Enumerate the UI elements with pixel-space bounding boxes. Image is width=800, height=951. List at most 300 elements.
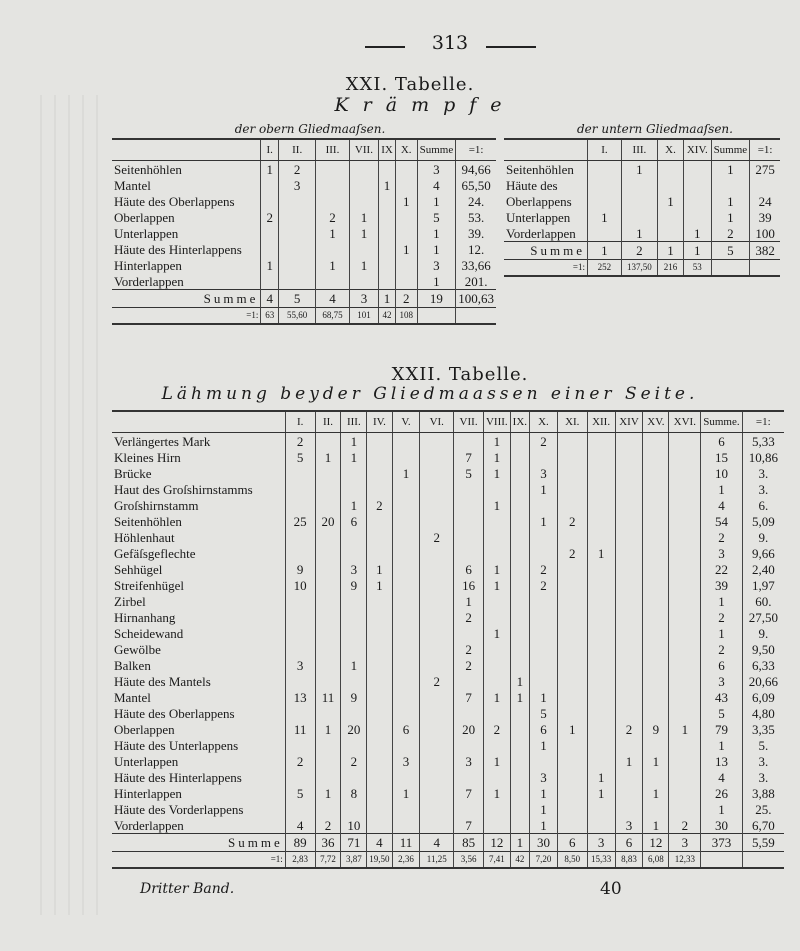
table22-header-row bbox=[112, 411, 784, 433]
table22-cell bbox=[587, 801, 615, 817]
table22-cell bbox=[341, 705, 367, 721]
table21-left-cell: 1 bbox=[349, 225, 379, 241]
table21-left-cell: 94,66 bbox=[456, 161, 496, 178]
table22-cell: 2 bbox=[341, 753, 367, 769]
table22-cell: 2 bbox=[315, 817, 341, 834]
table22-cell: 1 bbox=[483, 577, 510, 593]
table22-cell: 2 bbox=[530, 433, 558, 450]
table22-cell bbox=[285, 737, 315, 753]
table22-cell bbox=[454, 513, 484, 529]
table22-cell bbox=[315, 737, 341, 753]
table22-cell bbox=[392, 737, 420, 753]
table22-cell bbox=[420, 785, 454, 801]
table21-left-cell bbox=[316, 193, 349, 209]
table22-row-label: Zirbel bbox=[114, 593, 146, 609]
table22-cell: 5 bbox=[701, 705, 742, 721]
table21-right bbox=[504, 138, 780, 277]
table22-cell bbox=[483, 641, 510, 657]
table22-cell bbox=[367, 449, 392, 465]
table22-row-label: Streifenhügel bbox=[114, 577, 185, 593]
table22-cell bbox=[669, 625, 701, 641]
table22-cell: 1 bbox=[615, 753, 643, 769]
table22-row bbox=[112, 817, 784, 834]
table22-cell bbox=[669, 465, 701, 481]
table22-cell bbox=[615, 609, 643, 625]
table22-cell bbox=[315, 545, 341, 561]
table22-cell bbox=[643, 657, 669, 673]
table21-left-sum-row bbox=[112, 290, 496, 308]
table22-cell: 2 bbox=[557, 513, 587, 529]
table22-cell: 1 bbox=[315, 721, 341, 737]
table22-cell bbox=[557, 529, 587, 545]
table22-cell: 3 bbox=[530, 465, 558, 481]
table22-cell bbox=[315, 753, 341, 769]
table22-cell bbox=[643, 593, 669, 609]
table21-left-row bbox=[112, 257, 496, 273]
table22-cell bbox=[669, 673, 701, 689]
table21-title: XXI. Tabelle. bbox=[345, 74, 475, 95]
table22-cell: 2 bbox=[285, 433, 315, 450]
table22-cell: 27,50 bbox=[742, 609, 784, 625]
table22-cell bbox=[643, 449, 669, 465]
table22-cell bbox=[420, 689, 454, 705]
table21-left-header-cell: III. bbox=[316, 139, 349, 161]
table22-row-label: Kleines Hirn bbox=[114, 449, 181, 465]
table22-cell: 1,97 bbox=[742, 577, 784, 593]
table22-cell bbox=[420, 465, 454, 481]
table21-right-ratio-cell: =1: bbox=[504, 260, 587, 277]
table21-left-cell: 33,66 bbox=[456, 257, 496, 273]
page-header bbox=[0, 32, 800, 56]
table21-left-cell: 1 bbox=[417, 241, 456, 257]
table22-cell bbox=[420, 513, 454, 529]
table22-cell bbox=[510, 577, 529, 593]
table22-cell bbox=[587, 529, 615, 545]
table21-left-cell: 2 bbox=[316, 209, 349, 225]
table22-cell: 1 bbox=[530, 481, 558, 497]
table22-row-label: Mantel bbox=[114, 689, 151, 705]
table22-header-cell: VI. bbox=[420, 411, 454, 433]
table21-left-row bbox=[112, 273, 496, 290]
table22-cell: 1 bbox=[530, 817, 558, 834]
table21-left-sum-cell: 100,63 bbox=[456, 290, 496, 308]
table22-cell bbox=[367, 465, 392, 481]
table22-cell bbox=[669, 529, 701, 545]
table22-cell bbox=[587, 433, 615, 450]
table21-right-cell bbox=[587, 161, 621, 178]
table22-ratio-cell: 8,50 bbox=[557, 852, 587, 869]
table22-cell bbox=[392, 689, 420, 705]
table22-cell bbox=[315, 433, 341, 450]
table22-cell: 1 bbox=[530, 737, 558, 753]
table22-cell: 43 bbox=[701, 689, 742, 705]
table22-cell: 16 bbox=[454, 577, 484, 593]
table22-cell bbox=[557, 609, 587, 625]
table22-cell bbox=[483, 545, 510, 561]
table21-left-cell: 1 bbox=[417, 193, 456, 209]
table22-header-cell: =1: bbox=[742, 411, 784, 433]
table22-cell: 7 bbox=[454, 817, 484, 834]
table22-cell: 60. bbox=[742, 593, 784, 609]
table21-right-section-label: der untern Gliedmaaſsen. bbox=[577, 122, 733, 136]
table22-header-cell: XIV bbox=[615, 411, 643, 433]
table21-left-header-cell: VII. bbox=[349, 139, 379, 161]
table22-cell bbox=[615, 801, 643, 817]
table22-row-label: Häute des Mantels bbox=[114, 673, 211, 689]
table22-cell: 3 bbox=[341, 561, 367, 577]
table22-cell: 8 bbox=[341, 785, 367, 801]
table22-cell: 10,86 bbox=[742, 449, 784, 465]
table22-cell: 13 bbox=[285, 689, 315, 705]
table22-cell: 1 bbox=[454, 593, 484, 609]
table22-cell bbox=[392, 769, 420, 785]
table22-sum-cell: 373 bbox=[701, 834, 742, 852]
table22-cell: 1 bbox=[341, 497, 367, 513]
table22-row-label: Hinterlappen bbox=[114, 785, 182, 801]
table22-cell bbox=[454, 545, 484, 561]
table22-cell bbox=[615, 449, 643, 465]
table21-right-cell: 1 bbox=[587, 209, 621, 225]
table21-left-section-label: der obern Gliedmaaſsen. bbox=[234, 122, 386, 136]
table22-sum-cell: 36 bbox=[315, 834, 341, 852]
table21-left-sum-cell: 5 bbox=[279, 290, 316, 308]
table22-cell bbox=[367, 785, 392, 801]
table21-right-cell bbox=[658, 209, 684, 225]
table21-left-cell: 1 bbox=[379, 177, 396, 193]
table22-cell bbox=[483, 513, 510, 529]
table22-cell: 4 bbox=[701, 497, 742, 513]
table22-cell: 7 bbox=[454, 785, 484, 801]
table22-cell bbox=[392, 801, 420, 817]
table22-cell bbox=[420, 577, 454, 593]
table22-cell bbox=[315, 529, 341, 545]
table21-left-cell bbox=[395, 209, 417, 225]
table22-cell bbox=[615, 513, 643, 529]
table22-cell bbox=[315, 641, 341, 657]
table22-row-label: Hirnanhang bbox=[114, 609, 176, 625]
table22-cell: 1 bbox=[483, 449, 510, 465]
table22-cell: 1 bbox=[587, 545, 615, 561]
table21-left-cell bbox=[349, 161, 379, 178]
table22-cell bbox=[285, 673, 315, 689]
table21-left-cell bbox=[349, 273, 379, 290]
table22-cell bbox=[315, 657, 341, 673]
table22-cell bbox=[557, 769, 587, 785]
table22-cell: 1 bbox=[483, 785, 510, 801]
table22-cell: 1 bbox=[367, 577, 392, 593]
table22-cell: 10 bbox=[285, 577, 315, 593]
table22-sum-cell: 4 bbox=[367, 834, 392, 852]
table21-right-row bbox=[504, 177, 780, 193]
table21-left-cell: 1 bbox=[395, 241, 417, 257]
table21-right-header-cell: X. bbox=[658, 139, 684, 161]
table21-left-sum-cell: 19 bbox=[417, 290, 456, 308]
table21-right-ratio-cell bbox=[750, 260, 780, 277]
table21-right-cell bbox=[621, 177, 657, 193]
table22-row bbox=[112, 561, 784, 577]
table22-cell: 2 bbox=[701, 641, 742, 657]
table22-cell bbox=[392, 449, 420, 465]
page-number: 313 bbox=[431, 32, 469, 54]
header-rule-left bbox=[365, 46, 405, 48]
table21-right-cell: 1 bbox=[711, 193, 750, 209]
table22-cell: 1 bbox=[669, 721, 701, 737]
table21-left-cell: 3 bbox=[279, 177, 316, 193]
table22-cell: 9 bbox=[285, 561, 315, 577]
table22-cell: 1 bbox=[483, 689, 510, 705]
table21-right-cell: 1 bbox=[621, 161, 657, 178]
table22-row bbox=[112, 705, 784, 721]
table22-cell: 2 bbox=[454, 609, 484, 625]
table22-cell: 13 bbox=[701, 753, 742, 769]
table22-cell: 1 bbox=[341, 449, 367, 465]
table22-cell bbox=[530, 753, 558, 769]
table22-cell bbox=[557, 785, 587, 801]
table22-cell bbox=[315, 481, 341, 497]
table22-cell bbox=[669, 593, 701, 609]
table21-left-row-label: Mantel bbox=[114, 177, 151, 193]
table22-row bbox=[112, 737, 784, 753]
table22-cell bbox=[587, 625, 615, 641]
table22-cell bbox=[643, 577, 669, 593]
table21-right-sum-cell: 1 bbox=[684, 242, 712, 260]
table22-cell: 3 bbox=[701, 545, 742, 561]
table22-cell bbox=[510, 449, 529, 465]
table22-cell bbox=[557, 801, 587, 817]
table21-right-cell: 1 bbox=[711, 161, 750, 178]
table22-cell bbox=[557, 577, 587, 593]
table21-left-cell: 1 bbox=[395, 193, 417, 209]
table22-cell: 2 bbox=[420, 673, 454, 689]
table22-row-label: Häute des Vorderlappens bbox=[114, 801, 244, 817]
table21-left-cell: 24. bbox=[456, 193, 496, 209]
table21-right-cell bbox=[750, 177, 780, 193]
table22-cell bbox=[587, 449, 615, 465]
table22-row-label: Groſshirnstamm bbox=[114, 497, 199, 513]
table22-cell bbox=[557, 561, 587, 577]
table22-cell: 6,70 bbox=[742, 817, 784, 834]
table22-cell bbox=[454, 481, 484, 497]
table22-cell bbox=[341, 481, 367, 497]
table22-cell bbox=[367, 705, 392, 721]
table22-cell: 1 bbox=[701, 737, 742, 753]
table21-right-cell: 1 bbox=[658, 193, 684, 209]
table22-cell bbox=[530, 449, 558, 465]
table21-right-ratio-cell: 252 bbox=[587, 260, 621, 277]
table21-left-cell bbox=[316, 177, 349, 193]
table22-cell bbox=[367, 737, 392, 753]
table22-cell bbox=[315, 673, 341, 689]
table22-cell bbox=[367, 609, 392, 625]
table22-cell bbox=[510, 817, 529, 834]
table21-right-cell: 2 bbox=[711, 225, 750, 242]
table22-cell: 6 bbox=[454, 561, 484, 577]
table22-cell bbox=[587, 577, 615, 593]
table21-left-cell bbox=[379, 241, 396, 257]
table22-cell bbox=[587, 689, 615, 705]
table22-cell: 2 bbox=[669, 817, 701, 834]
table22-cell bbox=[557, 593, 587, 609]
table22-cell: 5. bbox=[742, 737, 784, 753]
table21-right-cell: 1 bbox=[711, 209, 750, 225]
table22-cell: 9,66 bbox=[742, 545, 784, 561]
table21-left-row bbox=[112, 225, 496, 241]
table22-cell bbox=[315, 593, 341, 609]
table22-cell bbox=[557, 753, 587, 769]
table22-cell bbox=[315, 625, 341, 641]
table22-cell bbox=[530, 673, 558, 689]
table22-cell bbox=[643, 705, 669, 721]
table22-header-cell: III. bbox=[341, 411, 367, 433]
table22-row-label: Seitenhöhlen bbox=[114, 513, 182, 529]
table21-right-sum-cell: 1 bbox=[658, 242, 684, 260]
table22-cell bbox=[510, 657, 529, 673]
table22-cell bbox=[483, 481, 510, 497]
table22-row bbox=[112, 641, 784, 657]
table22-ratio-cell bbox=[742, 852, 784, 869]
table22-cell: 10 bbox=[341, 817, 367, 834]
table22-cell: 1 bbox=[643, 817, 669, 834]
table22-cell bbox=[669, 769, 701, 785]
table22-cell bbox=[420, 449, 454, 465]
table22-cell bbox=[669, 497, 701, 513]
table21-right-row-label: Seitenhöhlen bbox=[506, 161, 574, 177]
table21-left-cell bbox=[261, 273, 279, 290]
table21-right-header-cell: III. bbox=[621, 139, 657, 161]
table22-row bbox=[112, 609, 784, 625]
table22-row-label: Scheidewand bbox=[114, 625, 184, 641]
table22-cell bbox=[420, 561, 454, 577]
table22-cell bbox=[643, 529, 669, 545]
table22-header-cell: XI. bbox=[557, 411, 587, 433]
table22-cell bbox=[530, 497, 558, 513]
table21-left-sum-cell: 4 bbox=[316, 290, 349, 308]
table22-cell: 2 bbox=[701, 609, 742, 625]
table22-row-label: Häute des Hinterlappens bbox=[114, 769, 242, 785]
table22-cell bbox=[643, 609, 669, 625]
table22-cell bbox=[643, 513, 669, 529]
table22-ratio-cell: 19,50 bbox=[367, 852, 392, 869]
table22-cell: 20 bbox=[454, 721, 484, 737]
table22-cell: 4 bbox=[701, 769, 742, 785]
table22-row-label: Brücke bbox=[114, 465, 152, 481]
table21-left-cell bbox=[261, 177, 279, 193]
table22-cell bbox=[285, 769, 315, 785]
table22-header-cell: VII. bbox=[454, 411, 484, 433]
table21-left-cell bbox=[379, 257, 396, 273]
table22-cell bbox=[587, 753, 615, 769]
table22-cell: 2 bbox=[615, 721, 643, 737]
table22-cell bbox=[483, 737, 510, 753]
table22-ratio-cell: 6,08 bbox=[643, 852, 669, 869]
table22-row-label: Oberlappen bbox=[114, 721, 175, 737]
table22-cell bbox=[392, 513, 420, 529]
table21-left-ratio-cell: =1: bbox=[112, 308, 261, 325]
table22-cell: 1 bbox=[483, 497, 510, 513]
table22-cell bbox=[454, 673, 484, 689]
table22-cell bbox=[285, 609, 315, 625]
table22-cell bbox=[483, 609, 510, 625]
table21-left-cell: 65,50 bbox=[456, 177, 496, 193]
table22-cell bbox=[587, 609, 615, 625]
table22-cell bbox=[510, 561, 529, 577]
table22-cell bbox=[643, 625, 669, 641]
table22-ratio-cell: 3,87 bbox=[341, 852, 367, 869]
table22-cell bbox=[392, 705, 420, 721]
table21-left-cell: 5 bbox=[417, 209, 456, 225]
table22-cell: 1 bbox=[510, 673, 529, 689]
table22-ratio-cell: 12,33 bbox=[669, 852, 701, 869]
table22-row-label: Vorderlappen bbox=[114, 817, 184, 833]
table22-header-cell: XII. bbox=[587, 411, 615, 433]
footer-number: 40 bbox=[600, 879, 622, 899]
table22-cell: 9 bbox=[643, 721, 669, 737]
table22-cell bbox=[454, 529, 484, 545]
table22-cell bbox=[315, 609, 341, 625]
table22-cell bbox=[615, 529, 643, 545]
table21-left-cell bbox=[279, 257, 316, 273]
table21-left-sum-cell: 2 bbox=[395, 290, 417, 308]
table22-sum-row bbox=[112, 834, 784, 852]
table22-cell: 1 bbox=[701, 801, 742, 817]
table22-cell: 54 bbox=[701, 513, 742, 529]
table22-cell bbox=[315, 801, 341, 817]
table21-left-cell bbox=[379, 193, 396, 209]
table22-cell bbox=[587, 657, 615, 673]
table22-row bbox=[112, 689, 784, 705]
table22-cell bbox=[615, 769, 643, 785]
table22-cell bbox=[392, 593, 420, 609]
table22-cell bbox=[587, 721, 615, 737]
table22-cell: 2 bbox=[530, 577, 558, 593]
table22-cell bbox=[615, 625, 643, 641]
table22-cell bbox=[510, 513, 529, 529]
table22-cell bbox=[669, 433, 701, 450]
table22-cell bbox=[285, 801, 315, 817]
table22-row-label: Gewölbe bbox=[114, 641, 161, 657]
table21-left-cell bbox=[395, 257, 417, 273]
table21-left-row bbox=[112, 209, 496, 225]
table21-right-header-cell: XIV. bbox=[684, 139, 712, 161]
table22-cell: 2 bbox=[454, 657, 484, 673]
table22-cell bbox=[669, 657, 701, 673]
table22-cell bbox=[557, 641, 587, 657]
table22-cell: 79 bbox=[701, 721, 742, 737]
table22-row bbox=[112, 529, 784, 545]
table22-cell bbox=[367, 513, 392, 529]
table22-cell bbox=[367, 721, 392, 737]
table21-left-row-label: Häute des Hinterlappens bbox=[114, 241, 242, 257]
table22-cell bbox=[341, 625, 367, 641]
table21-left-ratio-cell bbox=[456, 308, 496, 325]
table22-cell: 5 bbox=[285, 785, 315, 801]
table22-cell bbox=[420, 545, 454, 561]
table22-header-cell: Summe. bbox=[701, 411, 742, 433]
table22-cell bbox=[420, 801, 454, 817]
table22-cell bbox=[341, 609, 367, 625]
table22-cell: 1 bbox=[557, 721, 587, 737]
table22-cell bbox=[285, 593, 315, 609]
table22-cell bbox=[510, 769, 529, 785]
table21-right-cell bbox=[587, 225, 621, 242]
table21-left-cell bbox=[395, 177, 417, 193]
table22-sum-cell: 85 bbox=[454, 834, 484, 852]
table22-cell bbox=[392, 817, 420, 834]
table22-row bbox=[112, 625, 784, 641]
table22-cell bbox=[392, 529, 420, 545]
table22-cell bbox=[483, 657, 510, 673]
table22-cell bbox=[367, 481, 392, 497]
